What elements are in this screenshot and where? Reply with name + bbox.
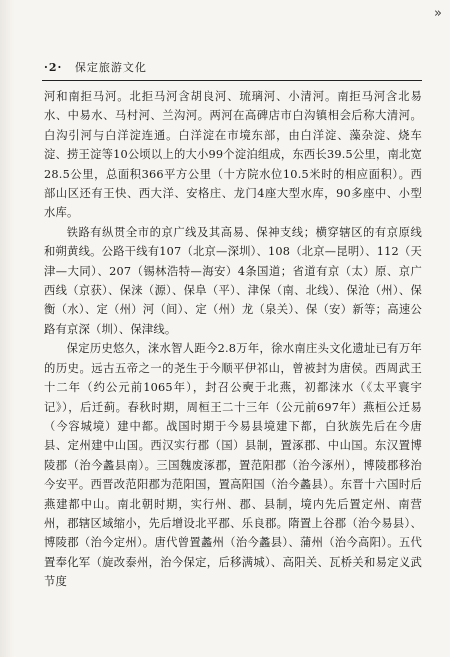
running-title: 保定旅游文化 [74,61,147,74]
running-header [44,60,422,76]
paragraph-transport: 铁路有纵贯全市的京广线及其高易、保神支线；横穿辖区的有京原线和朔黄线。公路干线有107（北京—深圳）、108（北京—昆明）、112（天津—大同）、207（锡林浩特—海安）4条国道；省道有京（太）原、京广西线（京获）、保涞（源）、保阜（平）、津保（南、北线）、保沧（州）、保衡（水）、定（州）河（间）、定（州）龙（泉关）、保（安）新等；高速公路有京深（圳）、保津线。 [44,225,422,336]
corner-mark: » [434,6,442,21]
header-rule [42,80,422,81]
body-text [44,87,422,592]
paragraph-rivers: 河和南拒马河。北拒马河含胡良河、琉璃河、小清河。南拒马河含北易水、中易水、马村河、兰沟河。两河在高碑店市白沟镇相会后称大清河。白沟引河与白洋淀连通。白洋淀在市境东部，由白洋淀、藻杂淀、烧车淀、捞王淀等10公顷以上的大小99个淀泊组成，东西长39.5公里，南北宽28.5公里，总面积366平方公里（十方院水位10.5米时的相应面积）。西部山区还有王快、西大洋、安格庄、龙门4座大型水库，90多座中、小型水库。 [44,90,422,220]
paragraph-history: 保定历史悠久，涞水智人距今2.8万年，徐水南庄头文化遗址已有万年的历史。远古五帝之一的尧生于今顺平伊祁山，曾被封为唐侯。西周武王十二年（约公元前1065年），封召公奭于北燕，初都涞水（《太平寰宇记》），后迁蓟。春秋时期，周桓王二十三年（公元前697年）燕桓公迁易（今容城境）建中都。战国时期于今易县境建下都，白狄族先后在今唐县、定州建中山国。西汉实行郡（国）县制，置涿郡、中山国。东汉置博陵郡（治今蠡县南）。三国魏废涿郡，置范阳郡（治今涿州），博陵郡移治今安平。西晋改范阳郡为范阳国，置高阳国（治今蠡县）。东晋十六国时后燕建都中山。南北朝时期，实行州、郡、县制，境内先后置定州、南营州，郡辖区域缩小，先后增设北平郡、乐良郡。隋置上谷郡（治今易县）、博陵郡（治今定州）。唐代曾置蠡州（治今蠡县）、蒲州（治今高阳）。五代置奉化军（旋改泰州，治今保定，后移满城）、高阳关、瓦桥关和易定义武节度 [44,342,422,589]
page-number: ·2· [44,61,63,74]
